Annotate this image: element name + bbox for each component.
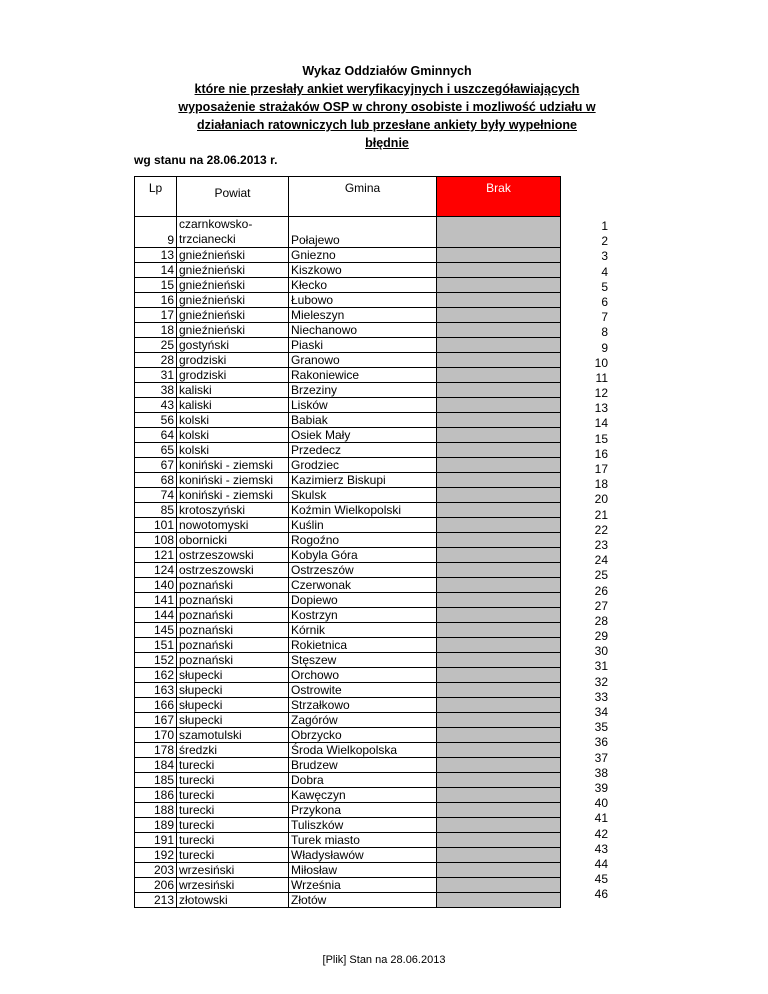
cell-powiat: słupecki — [177, 683, 289, 698]
cell-lp: 108 — [135, 533, 177, 548]
cell-powiat: gnieźnieński — [177, 293, 289, 308]
cell-gmina: Brudzew — [289, 758, 437, 773]
cell-lp: 189 — [135, 818, 177, 833]
header-brak: Brak — [437, 177, 561, 217]
cell-powiat: gnieźnieński — [177, 248, 289, 263]
table-row — [135, 428, 561, 443]
cell-lp: 188 — [135, 803, 177, 818]
table-row — [135, 818, 561, 833]
cell-powiat: nowotomyski — [177, 518, 289, 533]
cell-gmina: Połajewo — [289, 217, 437, 248]
cell-lp: 56 — [135, 413, 177, 428]
header-gmina: Gmina — [289, 177, 437, 217]
cell-powiat: ostrzeszowski — [177, 563, 289, 578]
row-number: 28 — [594, 613, 608, 628]
cell-brak — [437, 518, 561, 533]
cell-brak — [437, 458, 561, 473]
cell-powiat: czarnkowsko-trzcianecki — [177, 217, 289, 248]
cell-lp: 31 — [135, 368, 177, 383]
cell-gmina: Rogoźno — [289, 533, 437, 548]
row-number: 21 — [594, 507, 608, 522]
cell-powiat: gostyński — [177, 338, 289, 353]
row-number: 18 — [594, 477, 608, 492]
cell-brak — [437, 428, 561, 443]
row-number: 2 — [601, 234, 608, 249]
row-number: 43 — [594, 841, 608, 856]
cell-gmina: Kostrzyn — [289, 608, 437, 623]
table-row — [135, 293, 561, 308]
title-line-1: Wykaz Oddziałów Gminnych — [302, 64, 472, 78]
cell-powiat: wrzesiński — [177, 863, 289, 878]
title-line-2: które nie przesłały ankiet weryfikacyjnych i uszczegóławiających — [194, 82, 580, 96]
table-row — [135, 488, 561, 503]
row-number: 12 — [594, 386, 608, 401]
table-row — [135, 413, 561, 428]
table-row — [135, 713, 561, 728]
cell-lp: 152 — [135, 653, 177, 668]
cell-powiat: poznański — [177, 653, 289, 668]
cell-lp: 14 — [135, 263, 177, 278]
row-number: 9 — [601, 340, 608, 355]
cell-powiat: ostrzeszowski — [177, 548, 289, 563]
cell-powiat: słupecki — [177, 668, 289, 683]
cell-gmina: Władysławów — [289, 848, 437, 863]
row-number: 14 — [594, 416, 608, 431]
row-number: 25 — [594, 568, 608, 583]
table-row — [135, 383, 561, 398]
row-number: 4 — [601, 264, 608, 279]
row-number: 8 — [601, 325, 608, 340]
cell-lp: 9 — [135, 217, 177, 248]
cell-brak — [437, 638, 561, 653]
cell-gmina: Stęszew — [289, 653, 437, 668]
header-lp: Lp — [135, 177, 177, 217]
cell-gmina: Przedecz — [289, 443, 437, 458]
cell-powiat: szamotulski — [177, 728, 289, 743]
table-row — [135, 473, 561, 488]
cell-brak — [437, 893, 561, 908]
cell-lp: 28 — [135, 353, 177, 368]
cell-powiat: turecki — [177, 773, 289, 788]
cell-lp: 185 — [135, 773, 177, 788]
cell-gmina: Turek miasto — [289, 833, 437, 848]
cell-gmina: Skulsk — [289, 488, 437, 503]
cell-lp: 64 — [135, 428, 177, 443]
cell-lp: 43 — [135, 398, 177, 413]
cell-powiat: poznański — [177, 578, 289, 593]
table-row — [135, 698, 561, 713]
cell-brak — [437, 323, 561, 338]
cell-powiat: gnieźnieński — [177, 308, 289, 323]
cell-lp: 206 — [135, 878, 177, 893]
cell-gmina: Ostrowite — [289, 683, 437, 698]
table-row — [135, 683, 561, 698]
row-number: 39 — [594, 780, 608, 795]
table-row — [135, 217, 561, 248]
cell-brak — [437, 503, 561, 518]
cell-powiat: kaliski — [177, 398, 289, 413]
title-line-5: błędnie — [365, 136, 409, 150]
cell-lp: 144 — [135, 608, 177, 623]
cell-powiat: turecki — [177, 833, 289, 848]
cell-lp: 170 — [135, 728, 177, 743]
cell-brak — [437, 217, 561, 248]
cell-gmina: Łubowo — [289, 293, 437, 308]
cell-brak — [437, 443, 561, 458]
row-number: 30 — [594, 644, 608, 659]
table-row — [135, 608, 561, 623]
cell-lp: 65 — [135, 443, 177, 458]
row-number: 34 — [594, 705, 608, 719]
document-title — [120, 62, 654, 152]
row-number: 3 — [601, 249, 608, 264]
cell-gmina: Niechanowo — [289, 323, 437, 338]
cell-brak — [437, 773, 561, 788]
row-number: 17 — [594, 462, 608, 476]
cell-brak — [437, 308, 561, 323]
cell-gmina: Kobyla Góra — [289, 548, 437, 563]
row-number: 16 — [594, 446, 608, 461]
cell-lp: 67 — [135, 458, 177, 473]
cell-powiat: kolski — [177, 428, 289, 443]
row-number: 24 — [594, 553, 608, 568]
cell-brak — [437, 263, 561, 278]
cell-lp: 18 — [135, 323, 177, 338]
table-header-row — [135, 177, 561, 217]
cell-gmina: Babiak — [289, 413, 437, 428]
row-number: 15 — [594, 431, 608, 446]
table-row — [135, 278, 561, 293]
cell-gmina: Czerwonak — [289, 578, 437, 593]
cell-lp: 68 — [135, 473, 177, 488]
cell-powiat: słupecki — [177, 698, 289, 713]
cell-brak — [437, 878, 561, 893]
table-row — [135, 653, 561, 668]
row-number: 22 — [594, 522, 608, 537]
cell-brak — [437, 578, 561, 593]
cell-lp: 13 — [135, 248, 177, 263]
cell-lp: 85 — [135, 503, 177, 518]
cell-brak — [437, 743, 561, 758]
cell-lp: 101 — [135, 518, 177, 533]
cell-powiat: turecki — [177, 758, 289, 773]
cell-brak — [437, 398, 561, 413]
row-number: 32 — [594, 674, 608, 689]
cell-brak — [437, 698, 561, 713]
table-row — [135, 248, 561, 263]
cell-powiat: turecki — [177, 803, 289, 818]
cell-gmina: Złotów — [289, 893, 437, 908]
cell-brak — [437, 683, 561, 698]
table-row — [135, 593, 561, 608]
cell-gmina: Przykona — [289, 803, 437, 818]
cell-brak — [437, 593, 561, 608]
table-row — [135, 638, 561, 653]
cell-lp: 151 — [135, 638, 177, 653]
table-row — [135, 503, 561, 518]
cell-gmina: Ostrzeszów — [289, 563, 437, 578]
cell-gmina: Kiszkowo — [289, 263, 437, 278]
cell-lp: 162 — [135, 668, 177, 683]
row-number: 35 — [594, 720, 608, 735]
cell-lp: 140 — [135, 578, 177, 593]
row-number: 23 — [594, 537, 608, 552]
cell-lp: 191 — [135, 833, 177, 848]
row-number: 36 — [594, 735, 608, 750]
cell-brak — [437, 338, 561, 353]
table-row — [135, 668, 561, 683]
table-row — [135, 728, 561, 743]
cell-brak — [437, 848, 561, 863]
row-number: 33 — [594, 689, 608, 704]
cell-gmina: Kawęczyn — [289, 788, 437, 803]
row-number: 31 — [594, 659, 608, 674]
cell-powiat: słupecki — [177, 713, 289, 728]
cell-brak — [437, 728, 561, 743]
cell-gmina: Rokietnica — [289, 638, 437, 653]
cell-powiat: krotoszyński — [177, 503, 289, 518]
row-number-column — [580, 219, 608, 902]
cell-gmina: Grodziec — [289, 458, 437, 473]
table-row — [135, 398, 561, 413]
row-number: 29 — [594, 629, 608, 644]
cell-gmina: Strzałkowo — [289, 698, 437, 713]
row-number: 38 — [594, 765, 608, 780]
cell-brak — [437, 668, 561, 683]
cell-powiat: turecki — [177, 818, 289, 833]
cell-powiat: kolski — [177, 413, 289, 428]
table-row — [135, 788, 561, 803]
cell-gmina: Lisków — [289, 398, 437, 413]
cell-brak — [437, 818, 561, 833]
date-label: wg stanu na 28.06.2013 r. — [134, 153, 278, 167]
cell-brak — [437, 833, 561, 848]
table-row — [135, 878, 561, 893]
cell-powiat: turecki — [177, 848, 289, 863]
cell-lp: 16 — [135, 293, 177, 308]
cell-brak — [437, 368, 561, 383]
cell-gmina: Mieleszyn — [289, 308, 437, 323]
cell-gmina: Dopiewo — [289, 593, 437, 608]
row-number: 26 — [594, 583, 608, 598]
cell-brak — [437, 653, 561, 668]
table-row — [135, 263, 561, 278]
cell-gmina: Września — [289, 878, 437, 893]
row-number: 42 — [594, 826, 608, 841]
title-line-3: wyposażenie strażaków OSP w chrony osobiste i mozliwość udziału w — [178, 100, 596, 114]
cell-lp: 17 — [135, 308, 177, 323]
row-number: 46 — [594, 887, 608, 902]
cell-gmina: Środa Wielkopolska — [289, 743, 437, 758]
table-row — [135, 518, 561, 533]
table-row — [135, 563, 561, 578]
row-number: 7 — [601, 310, 608, 325]
cell-gmina: Kórnik — [289, 623, 437, 638]
row-number: 27 — [594, 598, 608, 613]
cell-brak — [437, 623, 561, 638]
row-number: 1 — [601, 219, 608, 233]
row-number: 41 — [594, 811, 608, 826]
cell-gmina: Piaski — [289, 338, 437, 353]
table-row — [135, 758, 561, 773]
cell-powiat: grodziski — [177, 353, 289, 368]
table-row — [135, 623, 561, 638]
cell-gmina: Brzeziny — [289, 383, 437, 398]
cell-brak — [437, 383, 561, 398]
cell-gmina: Obrzycko — [289, 728, 437, 743]
cell-brak — [437, 488, 561, 503]
cell-powiat: kaliski — [177, 383, 289, 398]
cell-lp: 124 — [135, 563, 177, 578]
cell-powiat: poznański — [177, 638, 289, 653]
cell-gmina: Rakoniewice — [289, 368, 437, 383]
footer: [Plik] Stan na 28.06.2013 — [322, 954, 446, 966]
cell-brak — [437, 758, 561, 773]
table-row — [135, 848, 561, 863]
table-row — [135, 308, 561, 323]
table-row — [135, 323, 561, 338]
cell-lp: 213 — [135, 893, 177, 908]
cell-brak — [437, 473, 561, 488]
cell-lp: 203 — [135, 863, 177, 878]
cell-powiat: średzki — [177, 743, 289, 758]
cell-lp: 38 — [135, 383, 177, 398]
data-table — [134, 176, 561, 908]
row-number: 11 — [595, 370, 608, 385]
cell-gmina: Dobra — [289, 773, 437, 788]
cell-gmina: Kłecko — [289, 278, 437, 293]
table-row — [135, 773, 561, 788]
title-line-4: działaniach ratowniczych lub przesłane ankiety były wypełnione — [197, 118, 577, 132]
cell-brak — [437, 533, 561, 548]
row-number: 45 — [594, 872, 608, 887]
cell-powiat: koniński - ziemski — [177, 488, 289, 503]
cell-powiat: kolski — [177, 443, 289, 458]
table-row — [135, 533, 561, 548]
cell-gmina: Kuślin — [289, 518, 437, 533]
cell-lp: 74 — [135, 488, 177, 503]
table-row — [135, 578, 561, 593]
row-number: 37 — [594, 750, 608, 765]
row-number: 44 — [594, 856, 608, 871]
cell-gmina: Orchowo — [289, 668, 437, 683]
cell-brak — [437, 803, 561, 818]
table-row — [135, 863, 561, 878]
cell-powiat: gnieźnieński — [177, 278, 289, 293]
cell-powiat: złotowski — [177, 893, 289, 908]
table-row — [135, 833, 561, 848]
cell-brak — [437, 248, 561, 263]
cell-lp: 184 — [135, 758, 177, 773]
cell-lp: 192 — [135, 848, 177, 863]
cell-brak — [437, 278, 561, 293]
cell-lp: 141 — [135, 593, 177, 608]
table-row — [135, 338, 561, 353]
cell-gmina: Zagórów — [289, 713, 437, 728]
cell-powiat: koniński - ziemski — [177, 458, 289, 473]
table-row — [135, 893, 561, 908]
cell-powiat: poznański — [177, 593, 289, 608]
cell-powiat: wrzesiński — [177, 878, 289, 893]
cell-powiat: turecki — [177, 788, 289, 803]
row-number: 5 — [601, 279, 608, 294]
cell-lp: 163 — [135, 683, 177, 698]
cell-brak — [437, 563, 561, 578]
cell-gmina: Gniezno — [289, 248, 437, 263]
cell-lp: 167 — [135, 713, 177, 728]
cell-powiat: koniński - ziemski — [177, 473, 289, 488]
cell-brak — [437, 548, 561, 563]
cell-gmina: Miłosław — [289, 863, 437, 878]
table-row — [135, 458, 561, 473]
table-row — [135, 743, 561, 758]
cell-lp: 121 — [135, 548, 177, 563]
cell-brak — [437, 863, 561, 878]
cell-lp: 145 — [135, 623, 177, 638]
cell-powiat: poznański — [177, 608, 289, 623]
cell-powiat: gnieźnieński — [177, 263, 289, 278]
row-number: 20 — [594, 492, 608, 507]
cell-lp: 15 — [135, 278, 177, 293]
cell-lp: 25 — [135, 338, 177, 353]
cell-powiat: obornicki — [177, 533, 289, 548]
row-number: 6 — [601, 294, 608, 309]
row-number: 40 — [594, 796, 608, 811]
cell-gmina: Tuliszków — [289, 818, 437, 833]
cell-lp: 186 — [135, 788, 177, 803]
table-row — [135, 803, 561, 818]
cell-powiat: gnieźnieński — [177, 323, 289, 338]
cell-gmina: Osiek Mały — [289, 428, 437, 443]
row-number: 10 — [594, 355, 608, 370]
header-powiat: Powiat — [177, 177, 289, 217]
cell-brak — [437, 788, 561, 803]
table-row — [135, 353, 561, 368]
cell-brak — [437, 608, 561, 623]
cell-brak — [437, 413, 561, 428]
cell-brak — [437, 713, 561, 728]
cell-brak — [437, 293, 561, 308]
cell-gmina: Granowo — [289, 353, 437, 368]
row-number: 13 — [594, 401, 608, 416]
cell-gmina: Koźmin Wielkopolski — [289, 503, 437, 518]
cell-powiat: poznański — [177, 623, 289, 638]
table-row — [135, 368, 561, 383]
cell-brak — [437, 353, 561, 368]
table-row — [135, 443, 561, 458]
cell-powiat: grodziski — [177, 368, 289, 383]
table-row — [135, 548, 561, 563]
cell-lp: 166 — [135, 698, 177, 713]
cell-gmina: Kazimierz Biskupi — [289, 473, 437, 488]
cell-lp: 178 — [135, 743, 177, 758]
